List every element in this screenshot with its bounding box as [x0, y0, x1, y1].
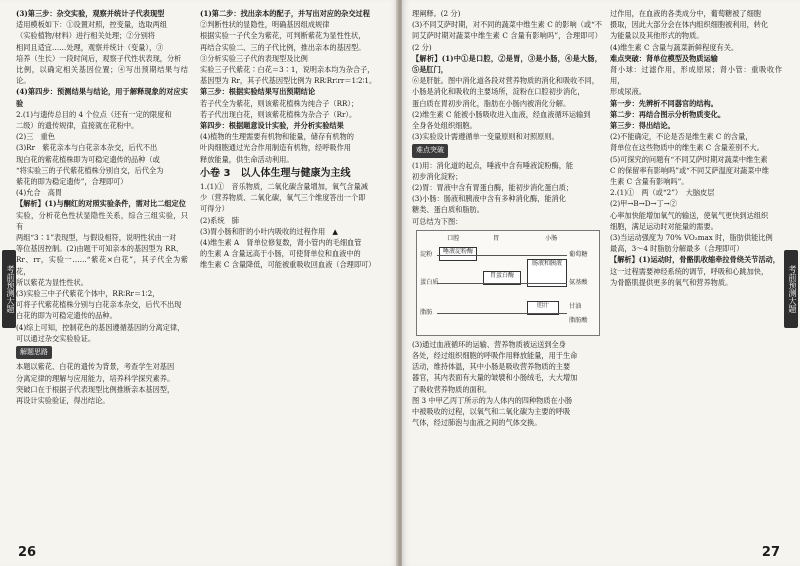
text-line: (3)胃小肠和肝的小叶内吸收的过程作用 ▲: [200, 226, 338, 236]
text-line: 生素 C 含量有影响吗”。: [610, 177, 689, 187]
text-line: (2)胃：胃液中含有胃蛋白酶，能初步消化蛋白质；: [412, 183, 574, 193]
diagram-left-label: 淀粉: [420, 250, 433, 258]
text-line: 肾单位在这些物质中的维生素 C 含量差别不大。: [610, 143, 764, 153]
text-line: 分离定律的理解与应用能力，培养科学探究素养。: [16, 373, 175, 383]
text-line: 初步消化淀粉；: [412, 171, 463, 181]
text-line: 的生素 A 含量远高于小肠，可使肾单位和血液中的: [200, 249, 361, 259]
text-line: (3)不同艾萨时期，对不同的蔬菜中维生素 C 的影响（或“不同艾萨时期对蔬菜中维生素 C 含量有影响吗”，合理即可）(2 分): [412, 20, 602, 52]
text-line: 活动，维持体温，其中小肠是吸收营养物质的主要: [412, 362, 571, 372]
text-line: “将实验三的子代紫花植株分别自交，后代全为: [16, 165, 164, 175]
diagram-top-label: 口腔: [447, 234, 460, 242]
diagram-enzyme-box: 唾液淀粉酶: [439, 247, 477, 261]
text-line: 难点突破：肾单位模型及物质运输: [610, 53, 718, 63]
left-column-1: [16, 8, 188, 406]
text-line: (2)三 重色: [16, 132, 55, 142]
text-line: 小肠是消化和吸收的主要场所，淀粉在口腔初步消化，: [412, 87, 585, 97]
text-line: ⑥是肝脏。图中消化道各段对营养物质的消化和吸收不同，: [412, 76, 599, 86]
text-line: 心率加快能增加氧气的输送，使氧气更快到达组织: [610, 210, 769, 220]
text-line: 可总结为下图：: [412, 216, 463, 226]
text-line: 气体，经过肺泡与血液之间的气体交换。: [412, 418, 542, 428]
text-line: 可得分）: [200, 204, 229, 214]
text-line: 若子代全为紫花，则该紫花植株为纯合子（RR）；: [200, 98, 359, 108]
diagram-left-label: 蛋白质: [420, 278, 439, 286]
text-line: 1.(1)① 音乐物质，二氧化碳含量增加，氧气含量减: [200, 182, 368, 192]
text-line: 适用模板如下：①设置对照，控变量，选取两组: [16, 20, 167, 30]
text-line: 突破口在于根据子代表现型比例推断亲本基因型，: [16, 384, 175, 394]
text-line: 基因型为 Rr，其子代基因型比例为 RR∶Rr∶rr＝1∶2∶1。: [200, 76, 377, 86]
section-title: 小卷 3 以人体生理与健康为主线: [200, 167, 351, 179]
text-line: 二级）的遗传规律，直接就在花粉中。: [16, 121, 139, 131]
page-number-right: 27: [761, 545, 780, 560]
text-line: 若子代出现白花，则该紫花植株为杂合子（Rr）。: [200, 109, 357, 119]
text-line: 相同且适宜……处理，观察并统计（变量），③: [16, 42, 164, 52]
text-line: (3)通过血液循环的运输、营养物质被运送到全身: [412, 339, 566, 349]
text-line: 第二步：再结合图示分析物质变化。: [610, 109, 726, 119]
text-line: (4)植物的生理需要有机物和能量，储存有机物的: [200, 132, 354, 142]
text-line: (5)可探究的问题有“不同艾萨时期对蔬菜中维生素: [610, 154, 768, 164]
text-line: (2)维生素 C 能被小肠吸收进入血液，经血液循环运输到: [412, 109, 591, 119]
text-line: 【解析】(1)与酮红的对照实验条件，需对比二组定位: [16, 199, 186, 209]
text-line: 图 3 中甲乙丙丁所示的为人体内的四种物质在小肠: [412, 395, 573, 405]
text-line: 最高，3～4 时脂肪分解最多（合理即可）: [610, 244, 744, 254]
right-column-1: [412, 8, 602, 428]
text-line: 维生素 C 含量降低，可能被重吸收回血液（合理即可）: [200, 260, 376, 270]
digestion-diagram: [416, 230, 600, 336]
text-line: (3)当运动强度为 70% VO₂max 时，脂肪供能比例: [610, 233, 773, 243]
text-line: 这一过程需要神经系统的调节，呼吸和心跳加快，: [610, 266, 769, 276]
right-page: [402, 0, 800, 566]
text-line: (4)允合 高胃: [16, 188, 63, 198]
text-line: 两组“3∶1”表现型，与假设相符，说明性状由一对: [16, 233, 177, 243]
text-line: 实验，分析花色性状显隐性关系，综合三组实验，只有: [16, 210, 188, 231]
text-line: C 的保留率有影响吗”或“不同艾萨温度对蔬菜中维: [610, 165, 769, 175]
left-page: [0, 0, 398, 566]
text-line: (3)Rr 紫花亲本与白花亲本杂交，后代不出: [16, 143, 158, 153]
text-line: 2.(1)① 两（或“2”） 大脑皮层: [610, 188, 715, 198]
text-line: 【解析】(1)运动时，骨骼肌收缩牵拉骨绕关节活动，: [610, 255, 780, 265]
text-line: (2)不能确定，不论是否是维生素 C 的含量，: [610, 132, 753, 142]
text-line: 糖类、蛋白质和脂肪。: [412, 205, 484, 215]
text-line: 释放能量，供生命活动利用。: [200, 154, 294, 164]
text-line: 第三步：得出结论。: [610, 121, 675, 131]
text-line: 肾小球：过滤作用，形成原尿；肾小管：重吸收作用，: [610, 65, 782, 86]
text-line: 了吸收营养物质的面积。: [412, 384, 492, 394]
side-tab-left: 考前预测大题: [2, 250, 16, 328]
text-line: 【解析】(1)中①是口腔，②是胃，③是小肠，④是大肠，⑤是肛门，: [412, 53, 602, 75]
diagram-product-label: 甘油: [569, 302, 582, 310]
text-line: 培养（生长）一段时间后，观察子代性状表现，分析: [16, 53, 182, 63]
text-line: （实验植物/材料）进行相关处理；②分别将: [16, 31, 155, 41]
diagram-top-label: 胃: [493, 234, 500, 242]
diagram-enzyme-box: 胃蛋白酶: [483, 271, 521, 285]
text-line: 白花的即为可稳定遗传的品种。: [16, 311, 117, 321]
side-tab-right: 考前预测大题: [784, 250, 798, 328]
text-line: 少（营养物质、二氧化碳，氧气三个维度答出一个即: [200, 193, 366, 203]
diagram-enzyme-box: 胆汁: [527, 301, 559, 315]
text-line: 为能量以及其他形式的物质。: [610, 31, 704, 41]
text-line: (3)第三步：杂交实验，观察并统计子代表现型: [16, 9, 165, 18]
text-line: (4)第四步：预测结果与结论，用于解释现象的对应实验: [16, 87, 188, 108]
text-line: 第四步：根据题意设计实验，并分析实验结果: [200, 121, 344, 131]
text-line: 中被吸收的过程，以氧气和二氧化碳为主要的呼吸: [412, 407, 571, 417]
diagram-arrow: [437, 255, 567, 256]
text-line: (2)甲→B→D→丁→②: [610, 199, 677, 209]
text-line: 全身各处组织细胞。: [412, 121, 477, 131]
diagram-left-label: 脂肪: [420, 308, 433, 316]
text-line: (2)系统 肺: [200, 215, 239, 225]
section-chip: 解题思路: [16, 346, 52, 359]
diagram-enzyme-box: 肠液和胰液: [527, 259, 567, 287]
text-line: 过作用，在血液的各类成分中，葡萄糖被了细胞: [610, 9, 761, 18]
text-line: 器官，其内表面有大量的皱襞和小肠绒毛，大大增加: [412, 373, 578, 383]
diagram-top-label: 小肠: [545, 234, 558, 242]
text-line: ③分析实验三子代的表现型及比例: [200, 53, 308, 63]
text-line: (4)维生素 C 含量与蔬菜新鲜程度有关。: [610, 42, 739, 52]
text-line: 再设计实验验证，得出结论。: [16, 395, 110, 405]
text-line: 叶肉细胞通过光合作用制造有机物，经呼吸作用: [200, 143, 351, 153]
diagram-product-label: 氨基酸: [569, 278, 588, 286]
diagram-arrow: [437, 283, 567, 284]
text-line: 所以紫花为显性性状。: [16, 277, 88, 287]
text-line: (1)用：消化道的起点，唾液中含有唾液淀粉酶，能: [412, 160, 574, 170]
text-line: (4)维生素 A 肾单位修复数，肾小管内的毛细血管: [200, 238, 362, 248]
diagram-product-label: 葡萄糖: [569, 250, 588, 258]
text-line: Rr、rr，实验一……“紫花×白花”，其子代全为紫花，: [16, 255, 188, 276]
diagram-product-label: 脂肪酸: [569, 316, 588, 324]
text-line: 各处，经过组织细胞的呼吸作用释放能量，用于生命: [412, 351, 578, 361]
text-line: ②判断性状的显隐性，明确基因组成规律: [200, 20, 330, 30]
text-line: (4)综上可知，控制花色的基因遵循基因的分离定律，: [16, 322, 185, 332]
text-line: 等位基因控制。(2)由题干可知亲本的基因型为 RR、: [16, 244, 184, 254]
section-chip: 难点突破: [412, 144, 448, 157]
text-line: 蛋白质在胃初步消化，脂肪在小肠内被消化分解。: [412, 98, 571, 108]
text-line: 本题以紫花、白花的遗传为背景，考查学生对基因: [16, 362, 175, 372]
text-line: 为骨骼肌提供更多的氧气和营养物质。: [610, 277, 733, 287]
text-line: 可将子代紫花植株分别与白花亲本杂交，后代不出现: [16, 300, 182, 310]
text-line: 比例，以确定相关基因位置；④写出预期结果与结论。: [16, 65, 188, 86]
text-line: (1)第二步：找出亲本的配子，并写出对应的杂交过程: [200, 9, 370, 18]
text-line: 实验三子代紫花∶白花＝3∶1，说明亲本均为杂合子，: [200, 65, 375, 75]
text-line: 2.(1)与遗传总目的 4 个位点（还有一定的限度和: [16, 109, 172, 119]
text-line: 可以通过杂交实验验证。: [16, 333, 96, 343]
text-line: 形成尿液。: [610, 87, 646, 97]
left-column-2: [200, 8, 380, 271]
text-line: (3)实验三中子代紫花个体中，RR∶Rr＝1∶2，: [16, 289, 160, 299]
text-line: 现白花的紫花植株即为可稳定遗传的品种（或: [16, 154, 160, 164]
text-line: 细胞，满足运动时对能量的需要。: [610, 221, 718, 231]
text-line: (3)实验设计需遵循单一变量原则和对照原则。: [412, 132, 559, 142]
text-line: 第一步：先辨析不同器官的结构。: [610, 98, 718, 108]
text-line: 根据实验一子代全为紫花，可判断紫花为显性性状，: [200, 31, 366, 41]
right-column-2: [610, 8, 782, 288]
text-line: (3)小肠：肠液和胰液中含有多种消化酶，能消化: [412, 194, 566, 204]
page-number-left: 26: [18, 545, 37, 560]
diagram-arrow: [437, 313, 567, 314]
text-line: 紫花的即为稳定遗传”，合理即可）: [16, 177, 128, 187]
text-line: 理阐释。(2 分): [412, 9, 461, 18]
text-line: 第三步：根据实验结果写出预期结论: [200, 87, 316, 97]
text-line: 摄取，因此大部分会在体内组织细胞被利用，转化: [610, 20, 769, 30]
text-line: 再结合实验二、三的子代比例，推出亲本的基因型。: [200, 42, 366, 52]
